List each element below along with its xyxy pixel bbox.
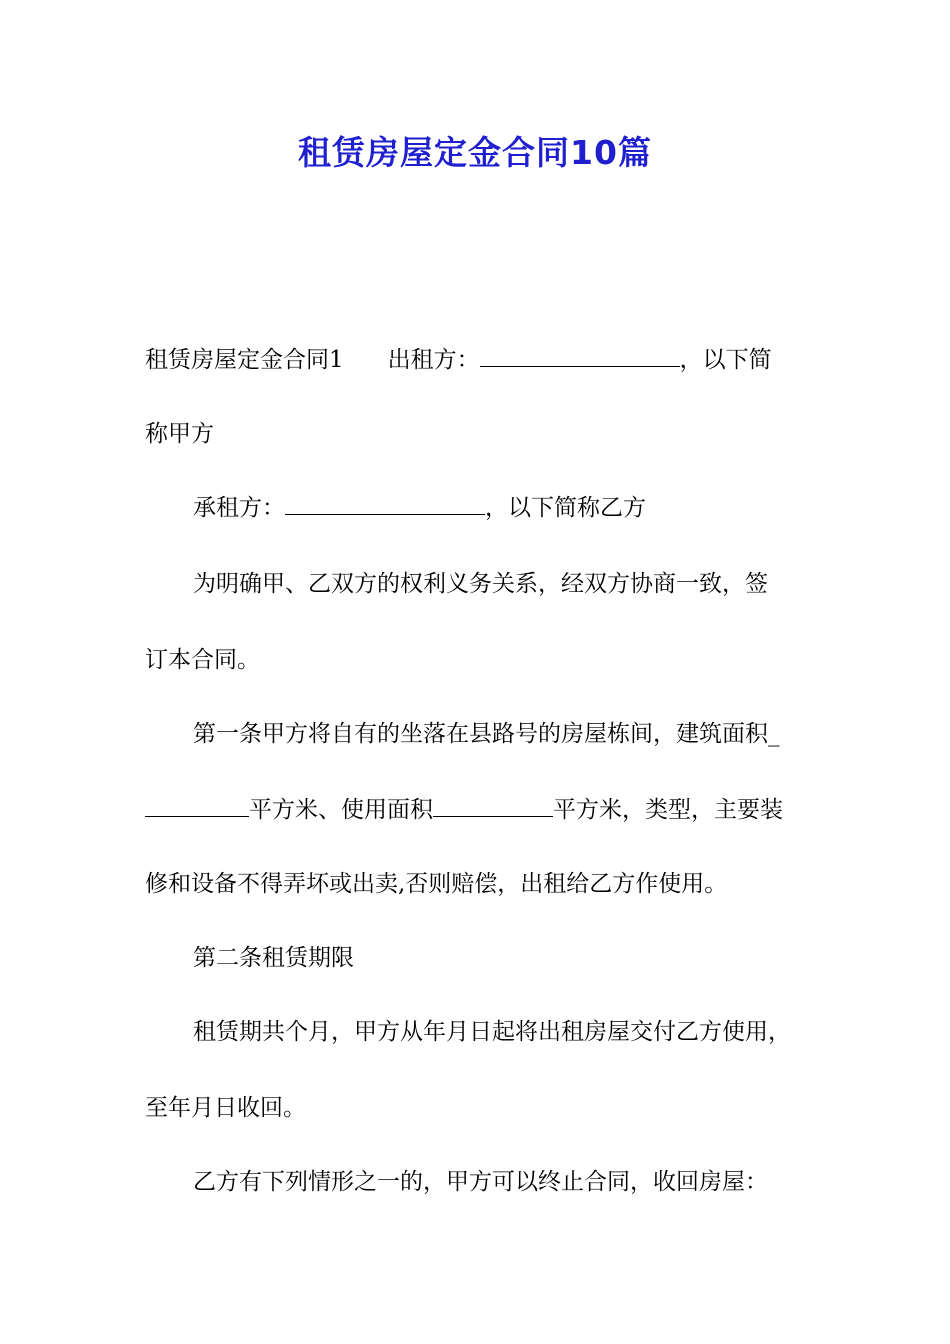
area-blank <box>145 796 249 817</box>
usable-area-blank <box>433 796 553 817</box>
lessor-label: 出租方： <box>387 347 480 373</box>
paragraph-line: 租赁房屋定金合同1 出租方： ，以下简 <box>145 347 772 373</box>
paragraph-line: 为明确甲、乙双方的权利义务关系，经双方协商一致，签 <box>193 571 768 597</box>
document-title: 租赁房屋定金合同10篇 <box>298 133 652 172</box>
contract-heading: 租赁房屋定金合同1 <box>145 347 344 373</box>
paragraph-line: 租赁期共个月，甲方从年月日起将出租房屋交付乙方使用， <box>193 1019 791 1045</box>
paragraph-line: 乙方有下列情形之一的，甲方可以终止合同，收回房屋： <box>193 1169 768 1195</box>
paragraph-line: 平方米、使用面积 平方米，类型，主要装 <box>145 794 815 826</box>
section-heading: 第二条租赁期限 <box>193 945 354 971</box>
paragraph-line: 至年月日收回。 <box>145 1095 306 1121</box>
lessee-label: 承租方： <box>193 495 285 521</box>
paragraph-line: 承租方： ，以下简称乙方 <box>193 495 646 521</box>
lessee-blank <box>285 494 485 515</box>
paragraph-line: 第一条甲方将自有的坐落在县路号的房屋栋间，建筑面积_ <box>193 721 780 747</box>
paragraph-line: 修和设备不得弄坏或出卖,否则赔偿，出租给乙方作使用。 <box>145 871 728 897</box>
paragraph-line: 订本合同。 <box>145 647 260 673</box>
paragraph-line: 称甲方 <box>145 421 214 447</box>
lessor-blank <box>480 346 680 367</box>
